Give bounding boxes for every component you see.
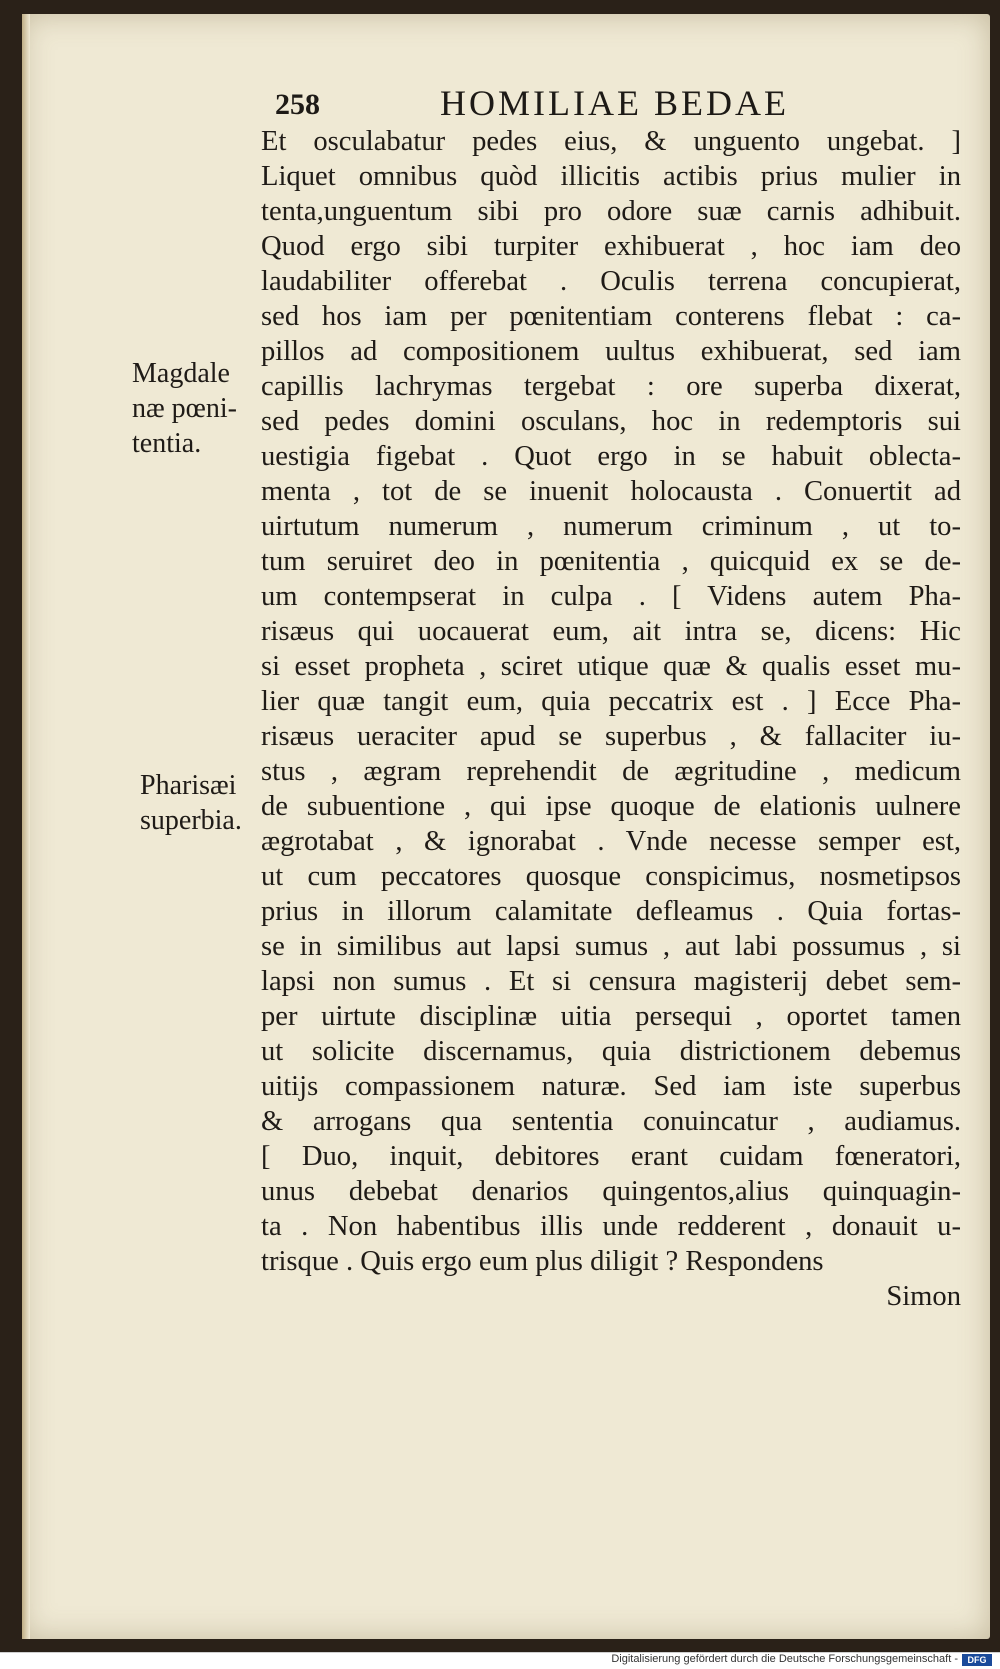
margin-note-line: næ pœni-: [132, 393, 237, 424]
text-line: uirtutum numerum , numerum criminum , ut to-: [261, 511, 961, 542]
body-text: [261, 124, 961, 1314]
running-head: [275, 82, 835, 126]
text-line: stus , ægram reprehendit de ægritudine , medicum: [261, 756, 961, 787]
page-number: 258: [275, 88, 320, 121]
text-line: & arrogans qua sententia conuincatur , audiamus.: [261, 1106, 961, 1137]
text-line: Quod ergo sibi turpiter exhibuerat , hoc iam deo: [261, 231, 961, 262]
margin-note-line: tentia.: [132, 428, 202, 459]
text-line: laudabiliter offerebat . Oculis terrena concupierat,: [261, 266, 961, 297]
text-line: ægrotabat , & ignorabat . Vnde necesse semper est,: [261, 826, 961, 857]
margin-note-line: Magdale: [132, 358, 230, 389]
text-line: ut cum peccatores quosque conspicimus, nosmetipsos: [261, 861, 961, 892]
text-line: se in similibus aut lapsi sumus , aut labi possumus , si: [261, 931, 961, 962]
text-line: per uirtute disciplinæ uitia persequi , oportet tamen: [261, 1001, 961, 1032]
text-line: unus debebat denarios quingentos,alius quinquagin-: [261, 1176, 961, 1207]
text-line: ut solicite discernamus, quia districtionem debemus: [261, 1036, 961, 1067]
text-line: Et osculabatur pedes eius, & unguento ungebat. ]: [261, 126, 961, 157]
text-line: um contempserat in culpa . [ Videns autem Pha-: [261, 581, 961, 612]
margin-note-line: superbia.: [140, 805, 242, 836]
text-line: prius in illorum calamitate defleamus . Quia fortas-: [261, 896, 961, 927]
margin-note-pharisaei: [140, 768, 242, 838]
text-line: lier quæ tangit eum, quia peccatrix est . ] Ecce Pha-: [261, 686, 961, 717]
text-line: pillos ad compositionem uultus exhibuerat, sed iam: [261, 336, 961, 367]
text-line: risæus qui uocauerat eum, ait intra se, dicens: Hic: [261, 616, 961, 647]
text-line: ta . Non habentibus illis unde redderent , donauit u-: [261, 1211, 961, 1242]
text-line: de subuentione , qui ipse quoque de elationis uulnere: [261, 791, 961, 822]
text-line: sed hos iam per pœnitentiam conterens flebat : ca-: [261, 301, 961, 332]
text-line: tenta,unguentum sibi pro odore suæ carnis adhibuit.: [261, 196, 961, 227]
funding-credit: Digitalisierung gefördert durch die Deutsche Forschungsgemeinschaft -: [611, 1653, 958, 1665]
margin-note-line: Pharisæi: [140, 770, 237, 801]
text-line: si esset propheta , sciret utique quæ & qualis esset mu-: [261, 651, 961, 682]
page-gutter-shadow: [22, 14, 30, 1639]
text-line: menta , tot de se inuenit holocausta . Conuertit ad: [261, 476, 961, 507]
text-line: sed pedes domini osculans, hoc in redemptoris sui: [261, 406, 961, 437]
text-line: [ Duo, inquit, debitores erant cuidam fœneratori,: [261, 1141, 961, 1172]
text-line: trisque . Quis ergo eum plus diligit ? Respondens: [261, 1246, 824, 1277]
text-line: uestigia figebat . Quot ergo in se habuit oblecta-: [261, 441, 961, 472]
text-line: Liquet omnibus quòd illicitis actibis prius mulier in: [261, 161, 961, 192]
text-line: lapsi non sumus . Et si censura magisterij debet sem-: [261, 966, 961, 997]
dfg-logo: DFG: [962, 1654, 992, 1666]
text-line: capillis lachrymas tergebat : ore superba dixerat,: [261, 371, 961, 402]
text-line: tum seruiret deo in pœnitentia , quicquid ex se de-: [261, 546, 961, 577]
text-line: risæus ueraciter apud se superbus , & fallaciter iu-: [261, 721, 961, 752]
text-line: uitijs compassionem naturæ. Sed iam iste superbus: [261, 1071, 961, 1102]
catchword: Simon: [886, 1281, 961, 1312]
margin-note-magdalenae: [132, 356, 237, 461]
book-title: HOMILIAE BEDAE: [440, 83, 789, 123]
